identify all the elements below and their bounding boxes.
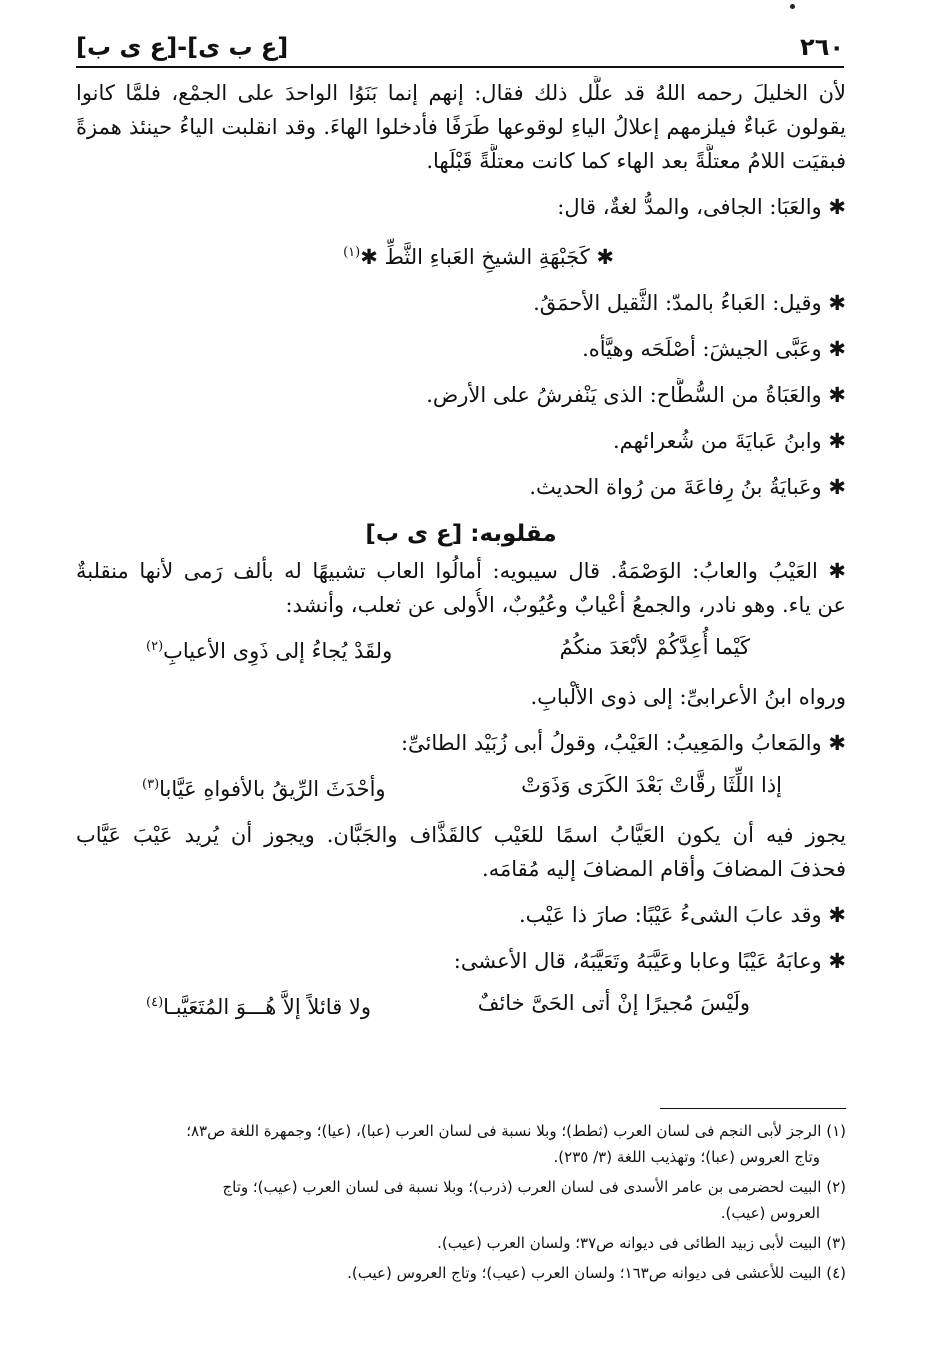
entry-text: وقيل: العَباءُ بالمدّ: الثَّقيل الأحمَقُ. bbox=[533, 291, 822, 315]
footnote-line bbox=[76, 1260, 846, 1286]
star-marker: ✱ bbox=[828, 195, 846, 219]
footnote-line bbox=[76, 1230, 846, 1256]
footnotes bbox=[76, 1118, 846, 1290]
entry-line bbox=[76, 378, 846, 412]
text-line: لأن الخليلَ رحمه اللهُ قد علَّل ذلك فقال: إنهم إنما بَنَوُا الواحدَ على الجمْع، فلمَّا كانوا bbox=[76, 81, 846, 105]
entry-text: وعابَهُ عَيْبًا وعابا وعَيَّبَهُ وتَعَيَّبَهُ، قال الأعشى: bbox=[453, 949, 822, 973]
footnote-line: العروس (عيب). bbox=[720, 1204, 820, 1222]
verse-line bbox=[76, 236, 846, 274]
footnote-text: الرجز لأبى النجم فى لسان العرب (ثطط)؛ وبلا نسبة فى لسان العرب (عبا)، (عيا)؛ وجمهرة اللغة ص٨٣؛ bbox=[186, 1122, 822, 1140]
footnote bbox=[76, 1230, 846, 1256]
star-marker: ✱ bbox=[828, 291, 846, 315]
footnote-number: (٤) bbox=[826, 1264, 846, 1282]
footnote-line bbox=[76, 1174, 846, 1200]
star-marker: ✱ bbox=[828, 475, 846, 499]
root-heading: [ع ب ى]-[ع ى ب] bbox=[76, 33, 289, 61]
star-marker: ✱ bbox=[828, 731, 846, 755]
verse-text: ولا قائلاً إلاَّ هُـــوَ المُتَعَيَّبـا bbox=[163, 995, 372, 1019]
verse-couplet bbox=[76, 630, 846, 668]
text-line: فحذفَ المضافَ وأقام المضافَ إليه مُقامَه. bbox=[482, 857, 846, 881]
entry-line bbox=[76, 190, 846, 224]
header-rule bbox=[76, 66, 844, 68]
footnote bbox=[76, 1260, 846, 1286]
footnote-text: البيت لحضرمى بن عامر الأسدى فى لسان العرب (ذرب)؛ وبلا نسبة فى لسان العرب (عيب)؛ وتاج bbox=[222, 1178, 822, 1196]
verse-first-hemistich: ولَيْسَ مُجيرًا إنْ أتى الحَىَّ خائفٌ bbox=[477, 991, 750, 1015]
entry-text: وقد عابَ الشىءُ عَيْبًا: صارَ ذا عَيْب. bbox=[519, 903, 822, 927]
verse-text: ولقَدْ يُجاءُ إلى ذَوِى الأعيابِ bbox=[163, 639, 393, 663]
star-marker: ✱ bbox=[828, 383, 846, 407]
footnote-text: البيت للأعشى فى ديوانه ص١٦٣؛ ولسان العرب (عيب)؛ وتاج العروس (عيب). bbox=[347, 1264, 822, 1282]
footnote-number: (٣) bbox=[826, 1234, 846, 1252]
text-line: ورواه ابنُ الأعرابىِّ: إلى ذوى الألْبابِ. bbox=[530, 685, 846, 709]
entry-line bbox=[76, 898, 846, 932]
verse-first-hemistich: كَيْما أُعِدَّكُمْ لأبْعَدَ منكُمُ bbox=[559, 635, 750, 659]
star-marker: ✱ bbox=[828, 949, 846, 973]
entry-line bbox=[76, 286, 846, 320]
footnote bbox=[76, 1174, 846, 1226]
main-text bbox=[76, 76, 846, 1024]
entry-text: والمَعابُ والمَعِيبُ: العَيْبُ، وقولُ أبى زُبَيْد الطائىِّ: bbox=[400, 731, 822, 755]
footnote-ref: (٢) bbox=[146, 639, 164, 654]
footnote-number: (١) bbox=[826, 1122, 846, 1140]
verse-first-hemistich: إذا اللِّثَا رقَّاتْ بَعْدَ الكَرَى وَذَوَتْ bbox=[521, 773, 782, 797]
entry-line bbox=[76, 470, 846, 504]
text-line: يقولون عَباءٌ فيلزمهم إعلالُ الياءِ لوقوعها طَرَفًا فأدخلوا الهاءَ. وقد انقلبت الياءُ حينئذ همزةً bbox=[76, 115, 846, 139]
text-line: يجوز فيه أن يكون العَيَّابُ اسمًا للعَيْب كالقَذَّاف والجَبَّان. ويجوز أن يُريد عَيْبَ عَيَّاب bbox=[76, 823, 846, 847]
footnote-text: البيت لأبى زبيد الطائى فى ديوانه ص٣٧؛ ولسان العرب (عيب). bbox=[437, 1234, 822, 1252]
page-header bbox=[76, 30, 844, 64]
star-marker: ✱ bbox=[828, 337, 846, 361]
entry-text: والعَبَا: الجافى، والمدُّ لغةٌ، قال: bbox=[557, 195, 822, 219]
text-line: عن ياء. وهو نادر، والجمعُ أعْيابٌ وعُيُوبٌ، الأُولى عن ثعلب، وأنشد: bbox=[285, 593, 846, 617]
verse-couplet bbox=[76, 986, 846, 1024]
verse-couplet bbox=[76, 768, 846, 806]
footnote-rule bbox=[660, 1108, 846, 1109]
footnote-ref: (١) bbox=[343, 245, 361, 260]
page-dot bbox=[790, 4, 795, 9]
verse-text: وأحْدَثَ الرِّيقُ بالأفواهِ عَيَّابا bbox=[159, 777, 386, 801]
star-marker: ✱ bbox=[828, 559, 846, 583]
entry-line bbox=[76, 726, 846, 760]
footnote bbox=[76, 1118, 846, 1170]
entry-text: العَيْبُ والعابُ: الوَصْمَةُ. قال سيبويه: أمالُوا العاب تشبيهًا له بألف رَمى لأنها منقلبةٌ bbox=[76, 559, 818, 583]
verse-second-hemistich bbox=[146, 630, 392, 668]
verse-text: كَجَبْهَةِ الشيخِ العَباءِ الثَّطِّ bbox=[384, 245, 590, 269]
star-marker: ✱ bbox=[360, 245, 378, 269]
entry-line bbox=[76, 424, 846, 458]
star-marker: ✱ bbox=[828, 429, 846, 453]
star-marker: ✱ bbox=[596, 245, 614, 269]
page-number: ٢٦٠ bbox=[800, 33, 844, 61]
verse-second-hemistich bbox=[142, 768, 386, 806]
footnote-line: وتاج العروس (عبا)؛ وتهذيب اللغة (٣/ ٢٣٥). bbox=[553, 1148, 820, 1166]
text-line: فبقيَت اللامُ معتلَّةً بعد الهاء كما كانت معتلَّةً قَبْلَها. bbox=[426, 149, 846, 173]
footnote-number: (٢) bbox=[826, 1178, 846, 1196]
footnote-ref: (٤) bbox=[146, 995, 164, 1010]
entry-text: والعَبَاةُ من السُّطَّاح: الذى يَنْفرشُ على الأرض. bbox=[426, 383, 822, 407]
entry-text: وعَبَّى الجيشَ: أصْلَحَه وهيَّأه. bbox=[582, 337, 822, 361]
entry-text: وابنُ عَبايَةَ من شُعرائهم. bbox=[612, 429, 822, 453]
verse-second-hemistich bbox=[146, 986, 371, 1024]
section-heading: مقلوبه: [ع ى ب] bbox=[365, 521, 557, 547]
footnote-line bbox=[76, 1118, 846, 1144]
footnote-ref: (٣) bbox=[142, 777, 160, 792]
entry-line bbox=[76, 332, 846, 366]
entry-text: وعَبايَةُ بنُ رِفاعَةَ من رُواة الحديث. bbox=[529, 475, 822, 499]
text-line bbox=[76, 554, 846, 588]
star-marker: ✱ bbox=[828, 903, 846, 927]
entry-line bbox=[76, 944, 846, 978]
